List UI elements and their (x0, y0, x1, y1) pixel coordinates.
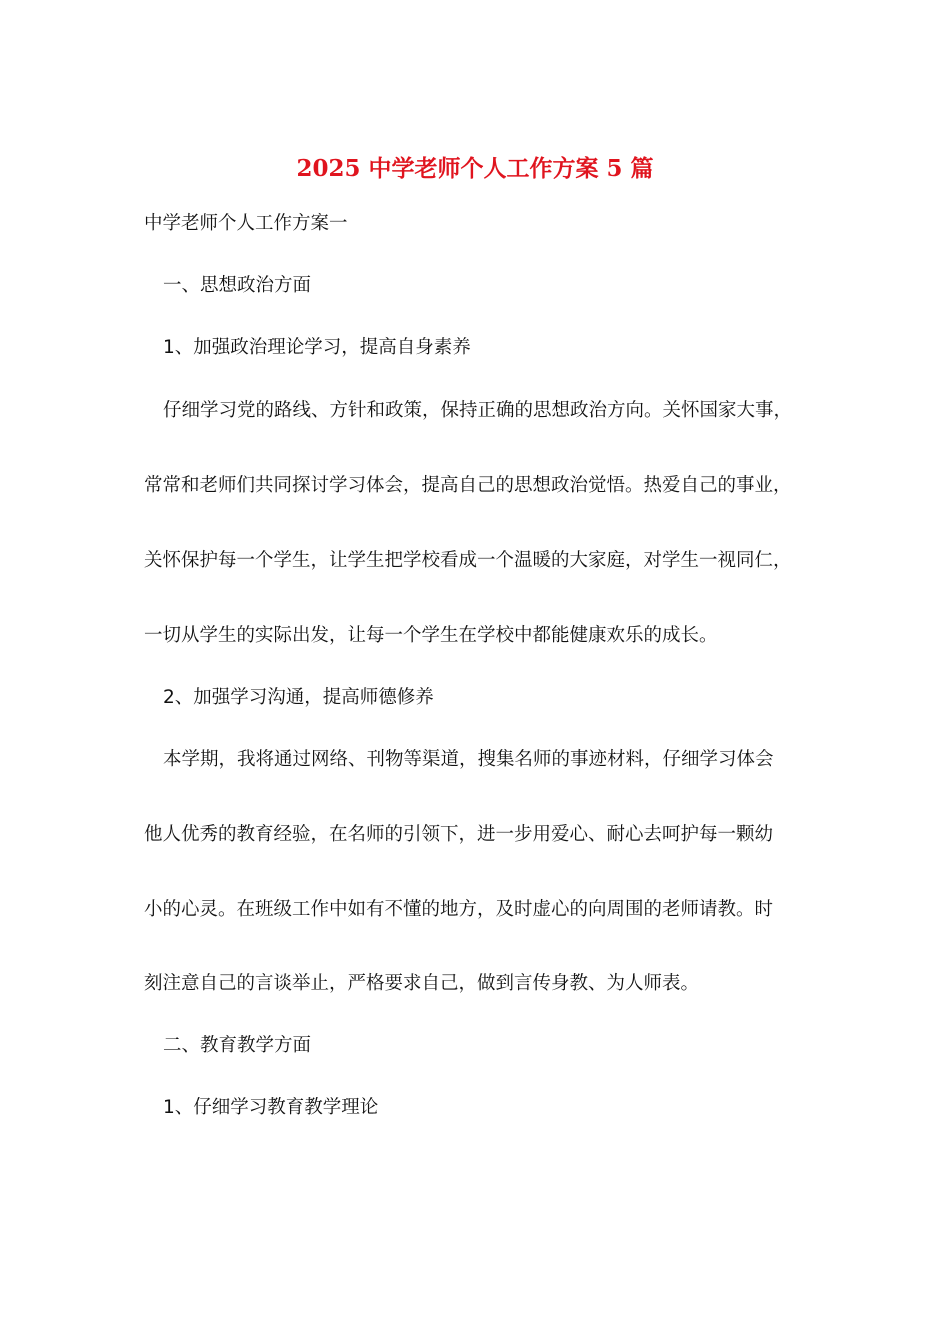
item-heading-theory-study: 1、仔细学习教育教学理论 (163, 1097, 379, 1118)
section-heading-teaching: 二、教育教学方面 (163, 1035, 312, 1056)
item-heading-ethics: 2、加强学习沟通，提高师德修养 (163, 687, 434, 708)
paragraph-line: 本学期，我将通过网络、刊物等渠道，搜集名师的事迹材料，仔细学习体会 (163, 749, 774, 770)
paragraph-line: 仔细学习党的路线、方针和政策，保持正确的思想政治方向。关怀国家大事， (163, 400, 793, 421)
document-title: 2025 中学老师个人工作方案 5 篇 (296, 155, 654, 182)
paragraph-line: 关怀保护每一个学生，让学生把学校看成一个温暖的大家庭，对学生一视同仁， (144, 550, 792, 571)
section-heading-ideology: 一、思想政治方面 (163, 275, 312, 296)
item-heading-political-study: 1、加强政治理论学习，提高自身素养 (163, 337, 471, 358)
paragraph-line: 小的心灵。在班级工作中如有不懂的地方，及时虚心的向周围的老师请教。时 (144, 899, 774, 920)
paragraph-line: 常常和老师们共同探讨学习体会，提高自己的思想政治觉悟。热爱自己的事业， (144, 475, 792, 496)
plan-subtitle: 中学老师个人工作方案一 (144, 213, 348, 234)
paragraph-line: 他人优秀的教育经验，在名师的引领下，进一步用爱心、耐心去呵护每一颗幼 (144, 824, 774, 845)
paragraph-line: 刻注意自己的言谈举止，严格要求自己，做到言传身教、为人师表。 (144, 973, 700, 994)
paragraph-line: 一切从学生的实际出发，让每一个学生在学校中都能健康欢乐的成长。 (144, 625, 718, 646)
